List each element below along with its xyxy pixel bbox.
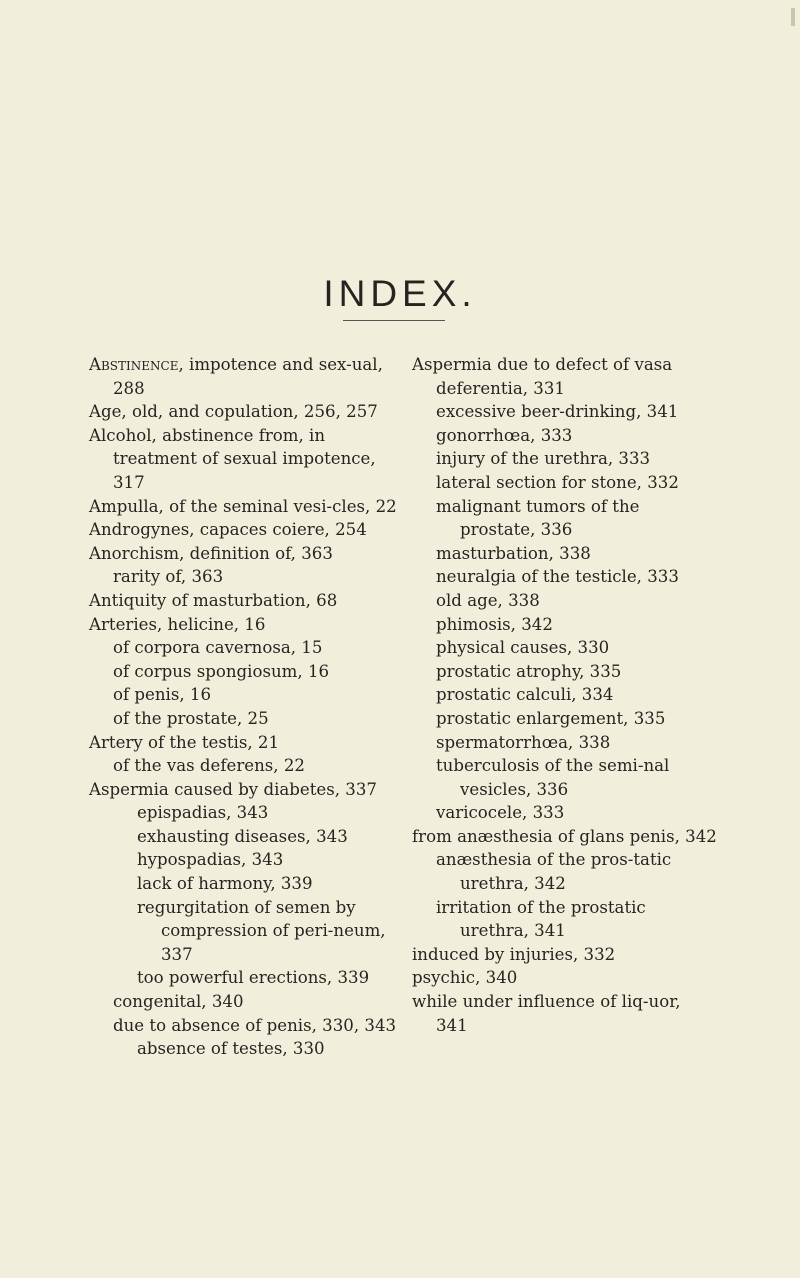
index-entry-text: irritation of the prostatic urethra, 341 [436,897,646,941]
index-entry [89,966,399,990]
index-entry [412,896,717,943]
index-entry-text: excessive beer-drinking, 341 [436,402,679,422]
index-entry-text: Age, old, and copulation, 256, 257 [89,402,378,422]
index-entry-text: exhausting diseases, 343 [137,826,348,846]
index-entry-text: masturbation, 338 [436,543,591,563]
index-entry-text: from anæsthesia of glans penis, 342 [412,826,717,846]
index-entry-text: lateral section for stone, 332 [436,472,679,492]
index-entry [412,495,717,542]
index-entry [89,589,399,613]
index-column-left [89,353,399,1061]
index-entry [89,825,399,849]
index-entry-text: Artery of the testis, 21 [89,732,280,752]
index-entry [412,589,717,613]
index-entry-text: tuberculosis of the semi-nal vesicles, 336 [436,756,670,799]
index-entry [412,966,717,990]
index-entry-text: gonorrhœa, 333 [436,425,573,445]
index-entry [89,400,399,424]
index-entry [412,542,717,566]
index-entry [89,660,399,684]
index-entry [412,636,717,660]
index-entry [412,660,717,684]
index-entry-text: too powerful erections, 339 [137,968,370,988]
index-entry [89,872,399,896]
index-entry-text: varicocele, 333 [436,803,565,823]
index-entry [89,1014,399,1038]
index-entry-text: of corpus spongiosum, 16 [113,661,330,681]
index-entry [89,353,399,400]
index-entry [89,636,399,660]
index-entry-text: due to absence of penis, 330, 343 [113,1015,397,1035]
index-entry [89,518,399,542]
index-entry-text: malignant tumors of the prostate, 336 [436,496,640,540]
index-entry-text: Arteries, helicine, 16 [89,614,266,634]
index-entry-text: anæsthesia of the pros-tatic urethra, 342 [436,850,672,894]
index-entry [89,896,399,967]
index-entry [412,683,717,707]
index-entry-text: , impotence and sex-ual, 288 [113,355,383,398]
index-entry [412,447,717,471]
index-entry [89,990,399,1014]
index-entry [412,848,717,895]
index-entry [89,707,399,731]
index-entry [412,754,717,801]
index-entry [412,707,717,731]
index-entry [412,565,717,589]
index-entry-text: Aspermia caused by diabetes, 337 [89,779,377,799]
index-entry-text: psychic, 340 [412,968,518,988]
index-entry-text: prostatic atrophy, 335 [436,661,622,681]
index-entry-text: induced by injuries, 332 [412,944,616,964]
index-entry-text: Ampulla, of the seminal vesi-cles, 22 [89,496,397,516]
index-entry [89,1037,399,1061]
index-entry-text: phimosis, 342 [436,614,553,634]
index-entry [412,990,717,1037]
index-entry-text: neuralgia of the testicle, 333 [436,567,679,587]
index-entry-text: Aspermia due to defect of vasa deferentia, 331 [412,355,673,398]
index-entry-text: prostatic calculi, 334 [436,685,614,705]
index-entry [89,683,399,707]
index-entry-text: epispadias, 343 [137,803,269,823]
index-entry [412,731,717,755]
index-entry [412,424,717,448]
index-entry [412,801,717,825]
index-entry [89,754,399,778]
index-entry-text: of the vas deferens, 22 [113,756,305,776]
index-entry-text: of penis, 16 [113,685,212,705]
index-entry-text: Alcohol, abstinence from, in treatment of sexual impotence, 317 [89,425,376,492]
index-entry [412,613,717,637]
index-entry-text: old age, 338 [436,590,540,610]
index-entry [89,565,399,589]
index-entry [89,613,399,637]
index-entry-text: congenital, 340 [113,992,244,1012]
index-entry [89,495,399,519]
index-entry [89,424,399,495]
index-entry-text: while under influence of liq-uor, 341 [412,992,681,1035]
index-entry-text: of the prostate, 25 [113,708,269,728]
index-entry-text: regurgitation of semen by compression of peri-neum, 337 [137,897,386,964]
index-entry-text: prostatic enlargement, 335 [436,708,666,728]
index-entry-text: absence of testes, 330 [137,1039,325,1059]
index-entry [89,542,399,566]
index-entry-text: rarity of, 363 [113,567,224,587]
index-entry [412,943,717,967]
index-entry-text: lack of harmony, 339 [137,874,313,894]
index-entry [412,471,717,495]
index-entry [89,731,399,755]
index-entry-text: spermatorrhœa, 338 [436,732,611,752]
index-column-right [412,353,717,1037]
index-entry-text: physical causes, 330 [436,638,610,658]
index-entry-lead: Abstinence [89,355,179,374]
title-rule [343,320,445,321]
index-entry [89,801,399,825]
index-entry-text: of corpora cavernosa, 15 [113,638,323,658]
index-entry [412,400,717,424]
index-entry [412,825,717,849]
index-entry-text: Antiquity of masturbation, 68 [89,590,338,610]
index-entry [412,353,717,400]
index-entry [89,848,399,872]
index-entry-text: hypospadias, 343 [137,850,284,870]
index-entry [89,778,399,802]
page-title: INDEX. [323,272,477,314]
index-entry-text: injury of the urethra, 333 [436,449,651,469]
index-entry-text: Androgynes, capaces coiere, 254 [89,520,367,540]
index-entry-text: Anorchism, definition of, 363 [89,543,333,563]
scan-mark [791,8,795,26]
